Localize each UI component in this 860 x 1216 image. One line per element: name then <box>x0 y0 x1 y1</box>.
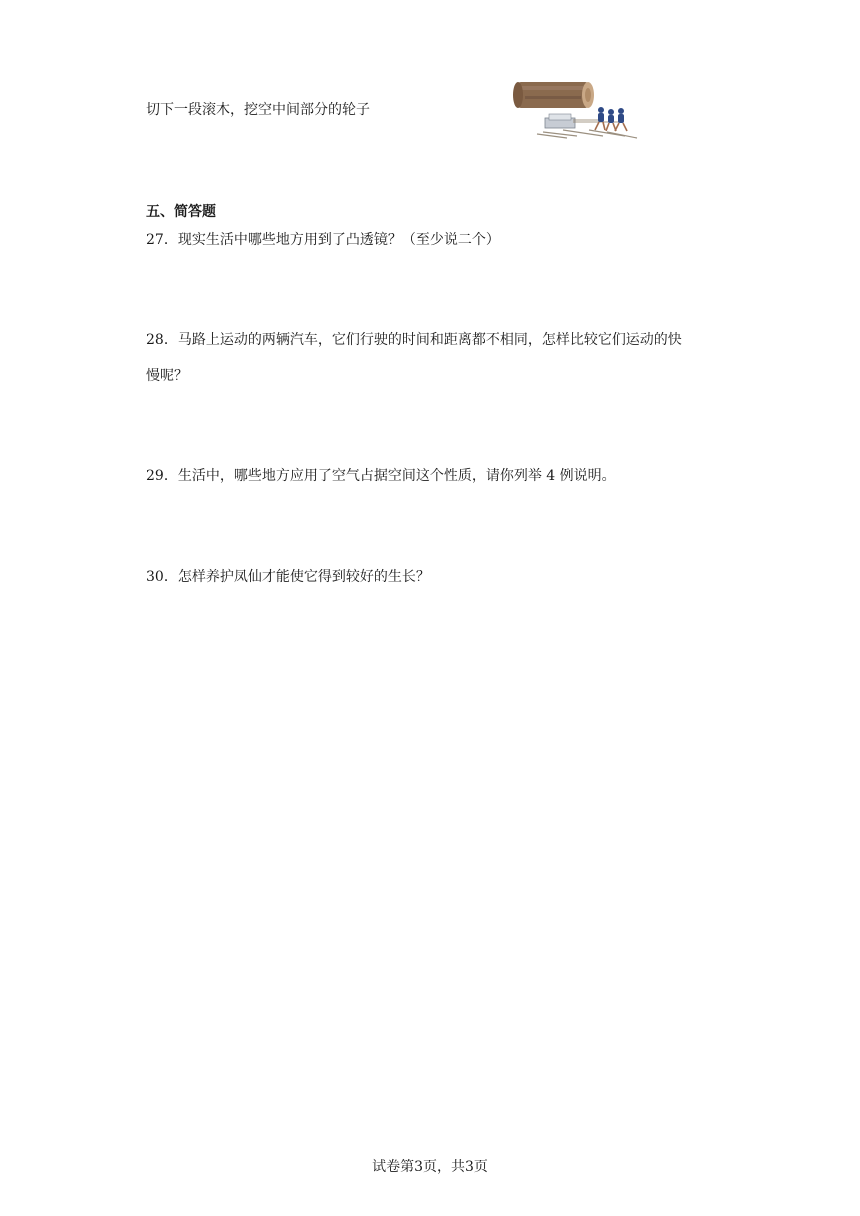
log-roller-illustration-icon <box>507 74 643 142</box>
question-27: 27．现实生活中哪些地方用到了凸透镜？（至少说二个） <box>146 232 500 248</box>
page-footer: 试卷第3页，共3页 <box>372 1159 488 1175</box>
question-28-line-1: 28．马路上运动的两辆汽车，它们行驶的时间和距离都不相同，怎样比较它们运动的快 <box>146 332 682 348</box>
intro-text: 切下一段滚木，挖空中间部分的轮子 <box>146 102 370 118</box>
question-29: 29．生活中，哪些地方应用了空气占据空间这个性质，请你列举 4 例说明。 <box>146 468 616 484</box>
question-30: 30．怎样养护凤仙才能使它得到较好的生长？ <box>146 569 430 585</box>
question-28-line-2: 慢呢？ <box>146 368 188 384</box>
section-title: 五、简答题 <box>146 204 216 220</box>
